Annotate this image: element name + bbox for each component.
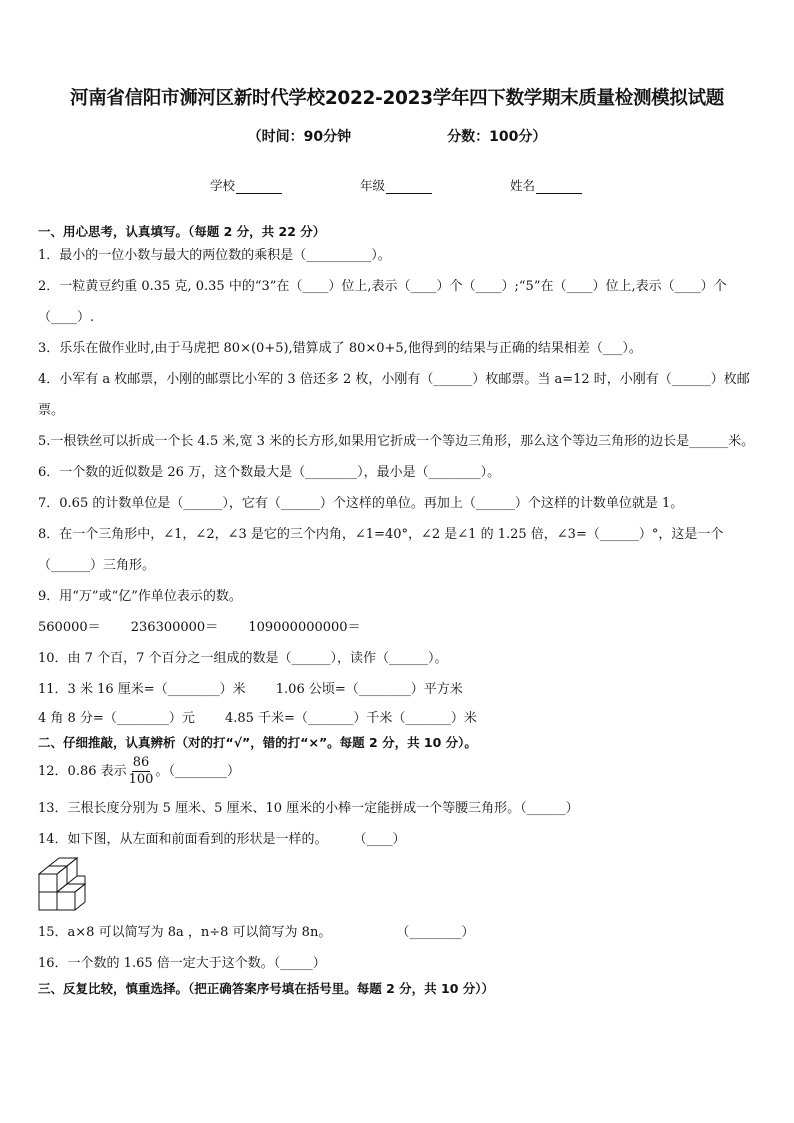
section-3-heading: 三、反复比较，慎重选择。（把正确答案序号填在括号里。每题 2 分，共 10 分）） [38, 981, 495, 996]
fraction-numerator: 86 [132, 755, 150, 770]
question-9-line: 560000＝ 236300000＝ 109000000000＝ [38, 620, 361, 635]
question-12 [38, 751, 756, 793]
grade-label: 年级 [360, 178, 386, 193]
question-11-b: 4 角 8 分=（________）元 4.85 千米=（_______）千米（_______）米 [38, 711, 477, 726]
question-2: 2．一粒黄豆约重 0.35 克, 0.35 中的“3”在（____）位上,表示（____）个（____）;“5”在（____）位上,表示（____）个（____）. [38, 279, 727, 325]
time-label: （时间：90分钟 [247, 129, 352, 145]
question-10: 10．由 7 个百，7 个百分之一组成的数是（______），读作（______）。 [38, 651, 448, 666]
question-15: 15．a×8 可以简写为 8a ，n÷8 可以简写为 8n。 （________） [38, 925, 475, 940]
name-label: 姓名 [510, 178, 536, 193]
exam-subtitle [38, 126, 756, 146]
question-9: 9．用“万”或“亿”作单位表示的数。 [38, 589, 242, 604]
question-11-a: 11．3 米 16 厘米=（________）米 1.06 公顷=（________）平方米 [38, 682, 463, 697]
student-info [38, 176, 756, 194]
stacked-cubes-icon [38, 857, 98, 913]
exam-title: 河南省信阳市浉河区新时代学校2022-2023学年四下数学期末质量检测模拟试题 [70, 88, 724, 109]
question-12-suffix: 。（________） [155, 764, 240, 779]
section-1-heading: 一、用心思考，认真填写。（每题 2 分，共 22 分） [38, 224, 326, 239]
question-1: 1．最小的一位小数与最大的两位数的乘积是（__________）。 [38, 248, 391, 263]
score-label: 分数：100分） [447, 129, 547, 145]
question-16: 16．一个数的 1.65 倍一定大于这个数。（_____） [38, 956, 326, 971]
question-12-prefix: 12．0.86 表示 [38, 764, 127, 779]
exam-page [38, 84, 756, 997]
question-4: 4．小军有 a 枚邮票，小刚的邮票比小军的 3 倍还多 2 枚，小刚有（______）枚邮票。当 a=12 时，小刚有（______）枚邮票。 [38, 372, 750, 418]
grade-blank[interactable] [386, 180, 432, 194]
question-5: 5.一根铁丝可以折成一个长 4.5 米,宽 3 米的长方形,如果用它折成一个等边三角形，那么这个等边三角形的边长是______米。 [38, 434, 755, 449]
question-6: 6．一个数的近似数是 26 万，这个数最大是（________），最小是（________）。 [38, 465, 501, 480]
section-2-heading: 二、仔细推敲，认真辨析（对的打“√”，错的打“×”。每题 2 分，共 10 分）。 [38, 735, 477, 750]
name-blank[interactable] [536, 180, 582, 194]
fraction-denominator: 100 [128, 772, 154, 787]
school-blank[interactable] [236, 180, 282, 194]
question-8: 8．在一个三角形中，∠1，∠2，∠3 是它的三个内角，∠1=40°，∠2 是∠1 的 1.25 倍，∠3=（______）°，这是一个（______）三角形。 [38, 527, 724, 573]
fraction [129, 755, 154, 788]
cube-figure [38, 857, 756, 917]
name-field [510, 176, 582, 194]
question-3: 3．乐乐在做作业时,由于马虎把 80×(0+5),错算成了 80×0+5,他得到的结果与正确的结果相差（___）。 [38, 341, 642, 356]
question-13: 13．三根长度分别为 5 厘米、5 厘米、10 厘米的小棒一定能拼成一个等腰三角形。（______） [38, 801, 579, 816]
school-field [210, 176, 282, 194]
question-14: 14．如下图，从左面和前面看到的形状是一样的。 （____） [38, 832, 406, 847]
school-label: 学校 [210, 178, 236, 193]
grade-field [360, 176, 432, 194]
question-7: 7．0.65 的计数单位是（______），它有（______）个这样的单位。再加上（______）个这样的计数单位就是 1。 [38, 496, 684, 511]
